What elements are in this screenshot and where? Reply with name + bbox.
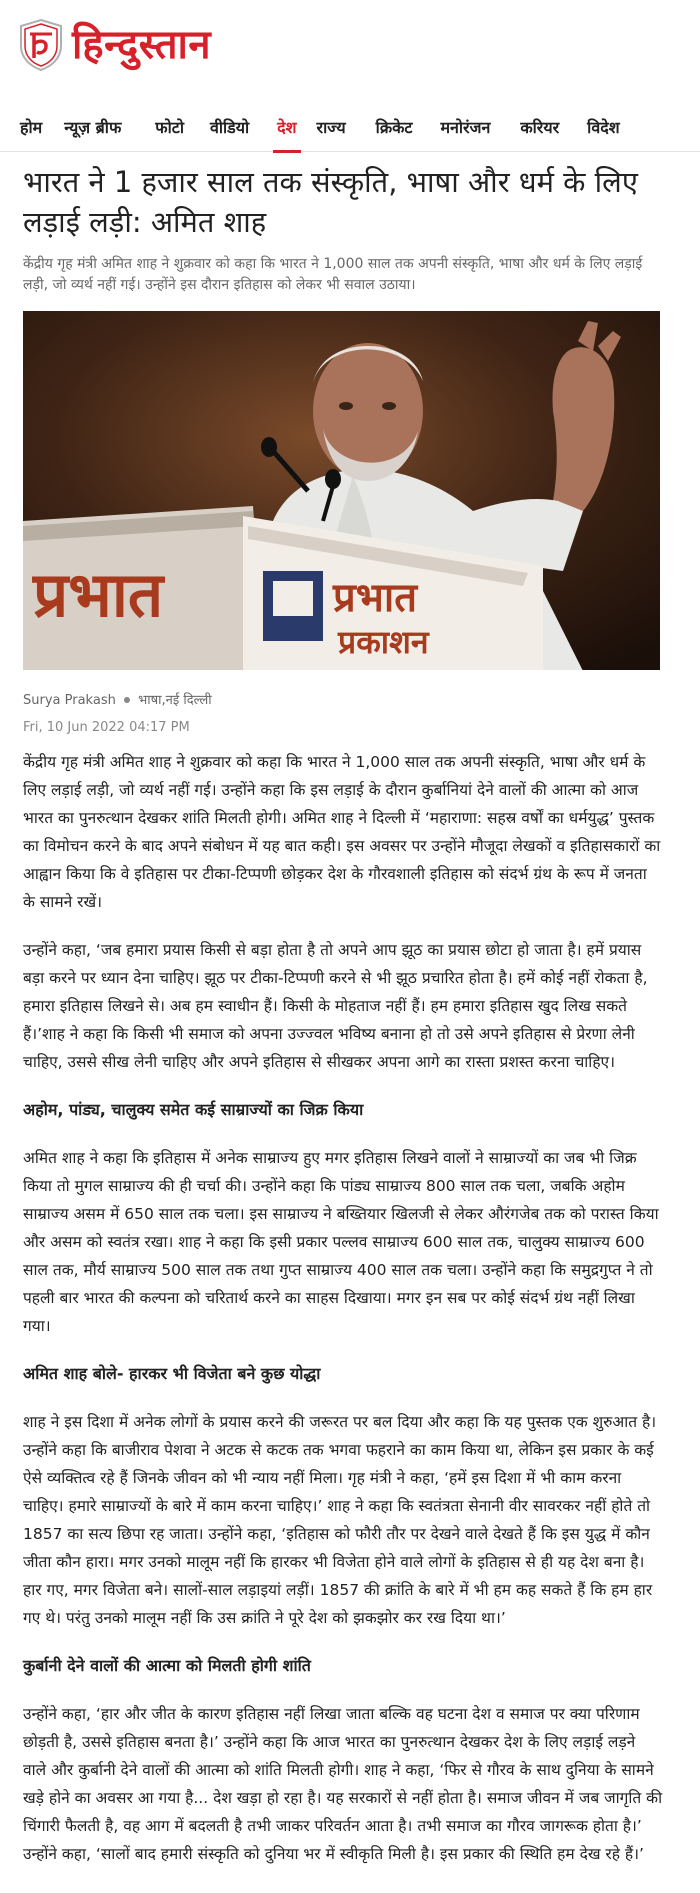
site-logo-text: हिन्दुस्तान <box>72 22 212 68</box>
nav-item-5[interactable]: देश <box>277 104 296 152</box>
article-source: भाषा,नई दिल्ली <box>138 693 212 708</box>
author-name[interactable]: Surya Prakash <box>23 693 116 708</box>
section-heading-2: अमित शाह बोले- हारकर भी विजेता बने कुछ योद्धा <box>23 1364 321 1383</box>
section-paragraph-1: अमित शाह ने कहा कि इतिहास में अनेक साम्राज्य हुए मगर इतिहास लिखने वालों ने साम्राज्यों का जब भी जिक्र किया तो मुगल साम्राज्य की ही चर्चा की। उन्होंने कहा कि पांड्य साम्राज्य 800 साल तक चला, जबकि अहोम साम्राज्य असम में 650 साल तक चला। इस साम्राज्य ने बख्तियार खिलजी से लेकर औरंगजेब तक को परास्त किया और असम को स्वतंत्र रखा। शाह ने कहा कि इसी प्रकार पल्लव साम्राज्य 600 साल तक, चालुक्य साम्राज्य 600 साल तक, मौर्य साम्राज्य 500 साल तक तथा गुप्त साम्राज्य 400 साल तक चला। उन्होंने कहा कि समुद्रगुप्त ने तो पहली बार भारत की कल्पना को चरितार्थ करने का साहस दिखाया। मगर इन सब पर कोई संदर्भ ग्रंथ नहीं लिखा गया। <box>23 1149 659 1335</box>
podium-text-left: प्रभात <box>33 558 164 631</box>
article-summary: केंद्रीय गृह मंत्री अमित शाह ने शुक्रवार को कहा कि भारत ने 1,000 साल तक अपनी संस्कृति, भाषा और धर्म के लिए लड़ाई लड़ी, जो व्यर्थ नहीं गई। उन्होंने इस दौरान इतिहास को लेकर भी सवाल उठाया। <box>23 256 643 293</box>
hindustan-shield-logo-icon <box>18 18 64 72</box>
site-header <box>0 0 700 88</box>
nav-item-3[interactable]: फोटो <box>155 118 184 137</box>
banner-text-line2: प्रकाशन <box>338 623 429 661</box>
main-navigation <box>0 104 700 152</box>
section-heading-3: कुर्बानी देने वालों की आत्मा को मिलती होगी शांति <box>23 1656 311 1675</box>
nav-item-6[interactable]: राज्य <box>316 118 346 137</box>
site-logo[interactable] <box>18 18 211 72</box>
banner-text-line1: प्रभात <box>333 575 418 621</box>
nav-item-2[interactable]: न्यूज़ ब्रीफ <box>64 118 122 137</box>
nav-item-1[interactable]: होम <box>20 118 43 137</box>
article-header <box>23 162 665 296</box>
article-headline: भारत ने 1 हजार साल तक संस्कृति, भाषा और धर्म के लिए लड़ाई लड़ी: अमित शाह <box>23 165 638 239</box>
article-body <box>23 748 663 1868</box>
nav-item-9[interactable]: करियर <box>520 118 560 137</box>
article-hero-image[interactable] <box>23 311 660 670</box>
nav-item-10[interactable]: विदेश <box>587 118 620 137</box>
nav-item-4[interactable]: वीडियो <box>209 118 250 137</box>
article-date: Fri, 10 Jun 2022 04:17 PM <box>23 720 190 735</box>
section-heading-1: अहोम, पांड्य, चालुक्य समेत कई साम्राज्यों का जिक्र किया <box>23 1100 364 1119</box>
separator-dot-icon <box>124 697 130 703</box>
section-paragraph-3: उन्होंने कहा, ‘हार और जीत के कारण इतिहास नहीं लिखा जाता बल्कि वह घटना देश व समाज पर क्या परिणाम छोड़ती है, उससे इतिहास बनता है।’ उन्होंने कहा कि आज भारत का पुनरुत्थान देखकर देश के लिए लड़ाई लड़ने वाले और कुर्बानी देने वालों की आत्मा को शांति मिलती होगी। शाह ने कहा, ‘फिर से गौरव के साथ दुनिया के सामने खड़े होने का अवसर आ गया है... देश खड़ा हो रहा है। यह सरकारों से नहीं होता है। समाज जीवन में जब जागृति की चिंगारी फैलती है, वह आग में बदलती है तभी जाकर परिवर्तन आता है। तभी समाज का गौरव जागरूक होता है।’ उन्होंने कहा, ‘सालों बाद हमारी संस्कृति को दुनिया भर में स्वीकृति मिली है। इस प्रकार की स्थिति हम देख रहे हैं।’ <box>23 1705 663 1863</box>
nav-item-8[interactable]: मनोरंजन <box>440 118 491 137</box>
section-paragraph-2: शाह ने इस दिशा में अनेक लोगों के प्रयास करने की जरूरत पर बल दिया और कहा कि यह पुस्तक एक शुरुआत है। उन्होंने कहा कि बाजीराव पेशवा ने अटक से कटक तक भगवा फहराने का काम किया था, लेकिन इस प्रकार के कई ऐसे व्यक्तित्व रहे हैं जिनके जीवन को भी न्याय नहीं मिला। गृह मंत्री ने कहा, ‘हमें इस दिशा में भी काम करना चाहिए। हमारे साम्राज्यों के बारे में काम करना चाहिए।’ शाह ने कहा कि स्वतंत्रता सेनानी वीर सावरकर नहीं होते तो 1857 का सत्य छिपा रह जाता। उन्होंने कहा, ‘इतिहास को फौरी तौर पर देखने वाले देखते हैं कि इस युद्ध में कौन जीता कौन हारा। मगर उनको मालूम नहीं कि हारकर भी विजेता होने वाले लोगों के इतिहास से ही यह देश बना है। हार गए, मगर विजेता बने। सालों-साल लड़ाइयां लड़ीं। 1857 की क्रांति के बारे में भी हम कह सकते हैं कि हम हार गए थे। परंतु उनको मालूम नहीं कि उस क्रांति ने पूरे देश को झकझोर कर रख दिया था।’ <box>23 1413 657 1627</box>
nav-item-7[interactable]: क्रिकेट <box>375 118 413 137</box>
article-byline <box>23 690 212 708</box>
article-paragraph-1: केंद्रीय गृह मंत्री अमित शाह ने शुक्रवार को कहा कि भारत ने 1,000 साल तक अपनी संस्कृति, भाषा और धर्म के लिए लड़ाई लड़ी, जो व्यर्थ नहीं गई। उन्होंने कहा कि इस लड़ाई के दौरान कुर्बानियां देने वालों की आत्मा को आज भारत का पुनरुत्थान देखकर शांति मिलती होगी। अमित शाह ने दिल्ली में ‘महाराणा: सहस्र वर्षों का धर्मयुद्ध’ पुस्तक का विमोचन करने के बाद अपने संबोधन में यह बात कही। इस अवसर पर उन्होंने मौजूदा लेखकों व इतिहासकारों का आह्वान किया कि वे इतिहास पर टीका-टिप्पणी छोड़कर देश के गौरवशाली इतिहास को संदर्भ ग्रंथ के रूप में जनता के सामने रखें। <box>23 753 661 911</box>
article-paragraph-2: उन्होंने कहा, ‘जब हमारा प्रयास किसी से बड़ा होता है तो अपने आप झूठ का प्रयास छोटा हो जाता है। हमें प्रयास बड़ा करने पर ध्यान देना चाहिए। झूठ पर टीका-टिप्पणी करने से भी झूठ प्रचारित होता है। हमें कोई नहीं रोकता है, हमारा इतिहास लिखने से। अब हम स्वाधीन हैं। किसी के मोहताज नहीं हैं। हम हमारा इतिहास खुद लिख सकते हैं।’शाह ने कहा कि किसी भी समाज को अपना उज्ज्वल भविष्य बनाना हो तो उसे अपने इतिहास से प्रेरणा लेनी चाहिए, उससे सीख लेनी चाहिए और अपने इतिहास से सीखकर अपना आगे का रास्ता प्रशस्त करना चाहिए। <box>23 941 648 1071</box>
